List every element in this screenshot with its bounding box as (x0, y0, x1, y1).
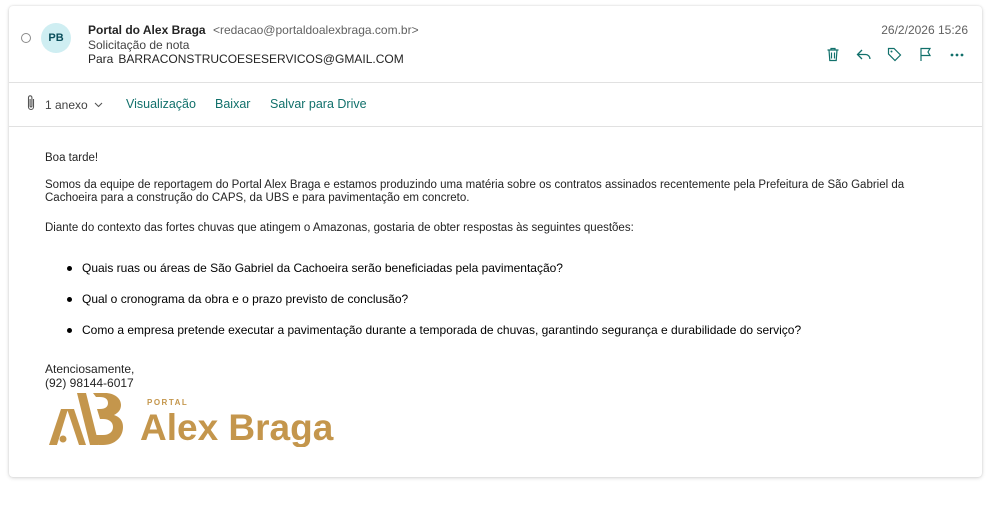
email-card (9, 6, 982, 477)
question-text: Quais ruas ou áreas de São Gabriel da Cachoeira serão beneficiadas pela pavimentação? (82, 261, 563, 275)
email-date: 26/2/2026 15:26 (881, 23, 968, 37)
flag-icon[interactable] (914, 45, 937, 64)
sender (88, 23, 419, 37)
body-paragraph-1: Somos da equipe de reportagem do Portal Alex Braga e estamos produzindo uma matéria sobre os contratos assinados recentemente pela Prefeitura de São Gabriel da Cachoeira para a construção do CAPS, da UBS e para pavimentação em concreto. (45, 179, 905, 204)
bullet (67, 328, 72, 333)
logo-main-text: Alex Braga (140, 407, 334, 447)
phone-number: (92) 98144-6017 (45, 376, 134, 390)
avatar[interactable]: PB (41, 23, 71, 53)
more-icon[interactable] (945, 45, 968, 64)
list-item (67, 323, 801, 337)
bullet (67, 266, 72, 271)
paperclip-icon (25, 94, 37, 117)
attachment-bar (9, 83, 982, 127)
chevron-down-icon (94, 102, 103, 108)
recipients (88, 52, 404, 66)
reply-icon[interactable] (852, 45, 875, 64)
email-header (9, 6, 982, 83)
sender-name[interactable]: Portal do Alex Braga (88, 23, 206, 37)
message-actions (821, 45, 968, 64)
signoff: Atenciosamente, (45, 362, 135, 376)
bullet (67, 297, 72, 302)
select-radio[interactable] (21, 33, 31, 43)
to-label: Para (88, 52, 114, 66)
list-item (67, 292, 408, 306)
question-text: Qual o cronograma da obra e o prazo previsto de conclusão? (82, 292, 409, 306)
to-address[interactable]: BARRACONSTRUCOESESERVICOS@GMAIL.COM (118, 52, 404, 66)
question-text: Como a empresa pretende executar a pavimentação durante a temporada de chuvas, garantindo segurança e durabilidade do serviço? (82, 323, 802, 337)
trash-icon[interactable] (821, 45, 844, 64)
portal-alex-braga-logo (47, 389, 367, 447)
logo-small-text: PORTAL (147, 398, 189, 407)
body-paragraph-2: Diante do contexto das fortes chuvas que atingem o Amazonas, gostaria de obter respostas às seguintes questões: (45, 222, 634, 234)
download-link[interactable]: Baixar (215, 97, 251, 111)
tag-icon[interactable] (883, 45, 906, 64)
list-item (67, 261, 563, 275)
save-to-drive-link[interactable]: Salvar para Drive (270, 97, 367, 111)
attachment-count: 1 anexo (45, 98, 88, 112)
preview-link[interactable]: Visualização (126, 97, 196, 111)
sender-email: <redacao@portaldoalexbraga.com.br> (212, 23, 419, 37)
email-subject: Solicitação de nota (88, 38, 190, 52)
greeting: Boa tarde! (45, 152, 99, 164)
attachment-dropdown[interactable] (45, 98, 103, 112)
